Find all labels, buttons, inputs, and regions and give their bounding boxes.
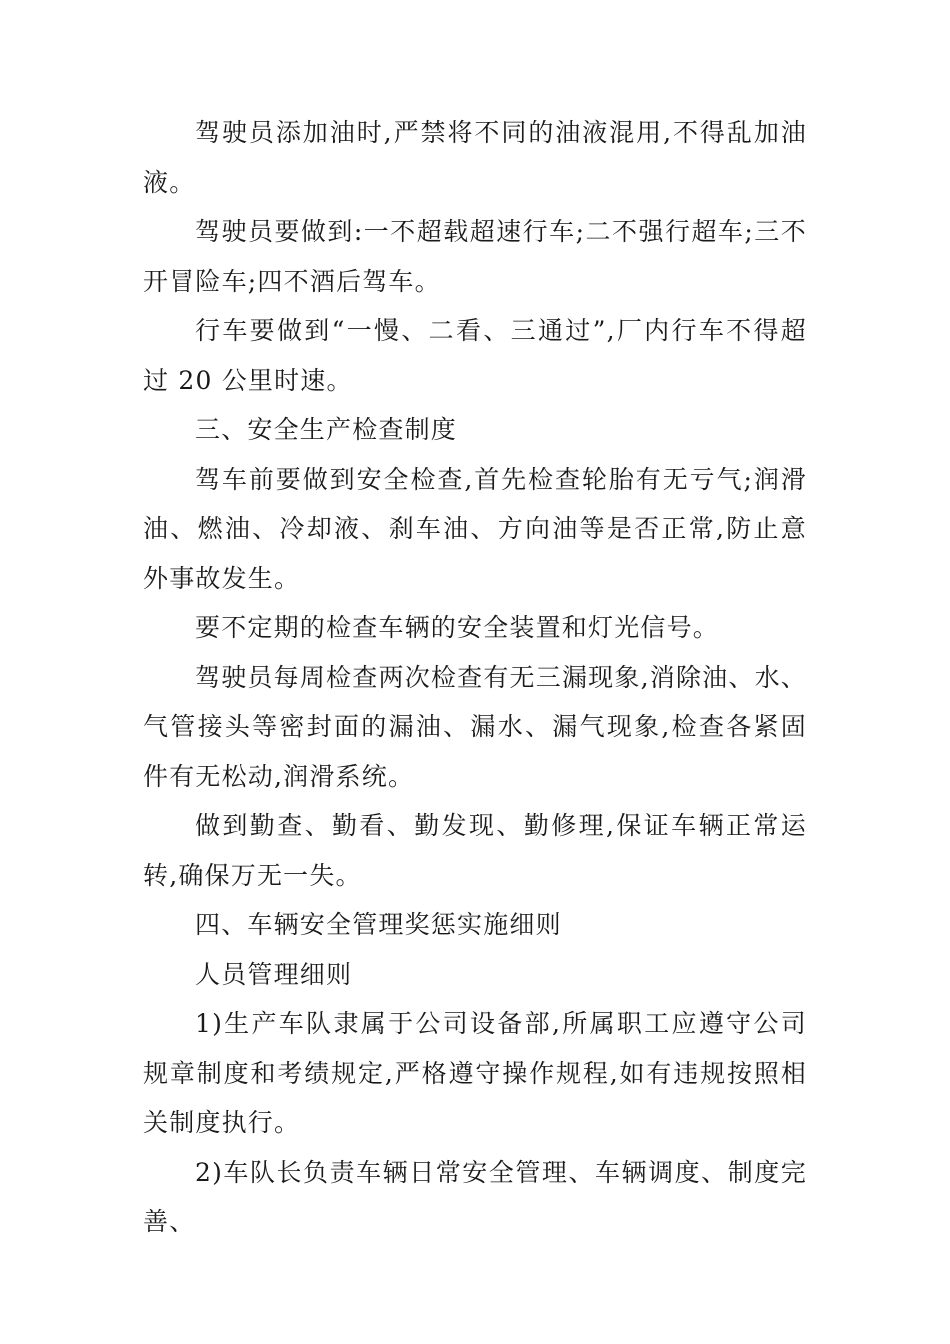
paragraph-item-2: 2)车队长负责车辆日常安全管理、车辆调度、制度完善、: [143, 1157, 807, 1236]
paragraph-diligence: 做到勤查、勤看、勤发现、勤修理,保证车辆正常运转,确保万无一失。: [143, 811, 807, 890]
subheading-personnel-management: 人员管理细则: [195, 959, 353, 989]
paragraph-weekly-check: 驾驶员每周检查两次检查有无三漏现象,消除油、水、气管接头等密封面的漏油、漏水、漏气现象,检查各紧固件有无松动,润滑系统。: [143, 662, 807, 791]
paragraph-oil-mixing: 驾驶员添加油时,严禁将不同的油液混用,不得乱加油液。: [143, 118, 807, 197]
paragraph-item-1: 1)生产车队隶属于公司设备部,所属职工应遵守公司规章制度和考绩规定,严格遵守操作规程,如有违规按照相关制度执行。: [143, 1009, 807, 1137]
paragraph-pre-drive-check: 驾车前要做到安全检查,首先检查轮胎有无亏气;润滑油、燃油、冷却液、刹车油、方向油等是否正常,防止意外事故发生。: [143, 464, 807, 593]
paragraph-irregular-check: 要不定期的检查车辆的安全装置和灯光信号。: [195, 613, 720, 642]
paragraph-driver-rules: 驾驶员要做到:一不超载超速行车;二不强行超车;三不开冒险车;四不酒后驾车。: [143, 217, 807, 296]
section-heading-rewards-penalties: 四、车辆安全管理奖惩实施细则: [195, 910, 562, 939]
document-body: [143, 108, 807, 1247]
paragraph-driving-speed: 行车要做到“一慢、二看、三通过”,厂内行车不得超过 20 公里时速。: [143, 316, 807, 395]
section-heading-safety-inspection: 三、安全生产检查制度: [195, 415, 458, 444]
